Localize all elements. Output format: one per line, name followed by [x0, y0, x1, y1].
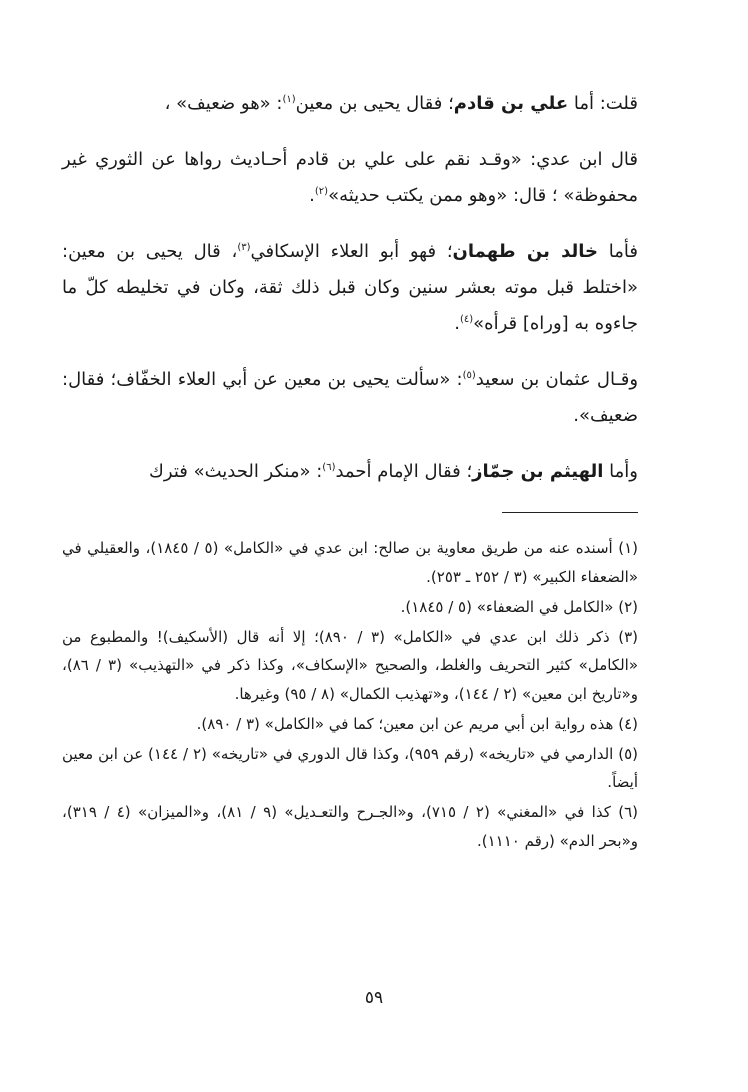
narrator-name: علي بن قادم [453, 93, 569, 114]
footnotes [62, 534, 638, 857]
footnote-marker: (١) [282, 94, 296, 105]
footnote-4: (٤) هذه رواية ابن أبي مريم عن ابن معين؛ كما في «الكامل» (٣ / ٨٩٠). [196, 714, 638, 733]
paragraph-uthman-bin-said [62, 362, 638, 434]
text-run: ؛ فقال يحيى بن معين [295, 93, 454, 114]
text-run: . [309, 185, 315, 206]
text-run: ، قال يحيى بن معين: «اختلط قبل موته بعشر سنين وكان قبل ذلك ثقة، وكان في تخليطه كلّ ما جاءوه به [وراه] قرأه» [62, 241, 638, 334]
footnote-1: (١) أسنده عنه من طريق معاوية بن صالح: ابن عدي في «الكامل» (٥ / ١٨٤٥)، والعقيلي في «الضعفاء الكبير» (٣ / ٢٥٢ ـ ٢٥٣). [62, 539, 639, 586]
main-text [62, 86, 638, 510]
text-run: قلت: أما [568, 93, 638, 114]
paragraph-haytham-bin-jammaz [62, 454, 638, 490]
text-run: : «سألت يحيى بن معين عن أبي العلاء الخفّاف؛ فقال: ضعيف». [62, 369, 638, 426]
text-run: : «منكر الحديث» فترك [149, 461, 323, 482]
footnote-2: (٢) «الكامل في الضعفاء» (٥ / ١٨٤٥). [400, 597, 638, 616]
paragraph-khalid-bin-tahman [62, 234, 638, 342]
footnote-3: (٣) ذكر ذلك ابن عدي في «الكامل» (٣ / ٨٩٠)؛ إلا أنه قال (الأسكيف)! والمطبوع من «الكامل» كثير التحريف والغلط، والصحيح «الإسكاف»، وكذا ذكر في «التهذيب» (٣ / ٨٦)، و«تاريخ ابن معين» (٢ / ١٤٤)، و«تهذيب الكمال» (٨ / ٩٥) وغيرها. [62, 627, 639, 703]
page-number: ٥٩ [364, 988, 384, 1008]
text-run: فأما [598, 241, 639, 262]
paragraph-ibn-adi [62, 142, 638, 214]
footnote-marker: (٦) [322, 462, 336, 473]
footnote-separator [502, 512, 638, 513]
text-run: وأما [603, 461, 638, 482]
text-run: ؛ فقال الإمام أحمد [335, 461, 473, 482]
text-run: . [454, 313, 460, 334]
narrator-name: خالد بن طهمان [452, 241, 599, 262]
text-run: ؛ فهو أبو العلاء الإسكافي [250, 241, 453, 262]
footnote-marker: (٥) [462, 370, 476, 381]
footnote-marker: (٢) [314, 186, 329, 197]
footnote-5: (٥) الدارمي في «تاريخه» (رقم ٩٥٩)، وكذا قال الدوري في «تاريخه» (٢ / ١٤٤) عن ابن معين أيضاً. [62, 744, 638, 791]
text-run: وقـال عثمان بن سعيد [475, 369, 639, 390]
text-run: : «هو ضعيف» ، [164, 93, 283, 114]
footnote-marker: (٤) [459, 314, 474, 325]
text-run: قال ابن عدي: «وقـد نقم على علي بن قادم أحـاديث رواها عن الثوري غير محفوظة» ؛ قال: «وهو ممن يكتب حديثه» [62, 149, 638, 206]
footnote-6: (٦) كذا في «المغني» (٢ / ٧١٥)، و«الجـرح والتعـديل» (٩ / ٨١)، و«الميزان» (٤ / ٣١٩)، و«بحر الدم» (رقم ١١١٠). [62, 803, 639, 850]
paragraph-ali-bin-qadim [62, 86, 638, 122]
narrator-name: الهيثم بن جمّاز [472, 461, 604, 482]
footnote-marker: (٣) [237, 242, 251, 253]
